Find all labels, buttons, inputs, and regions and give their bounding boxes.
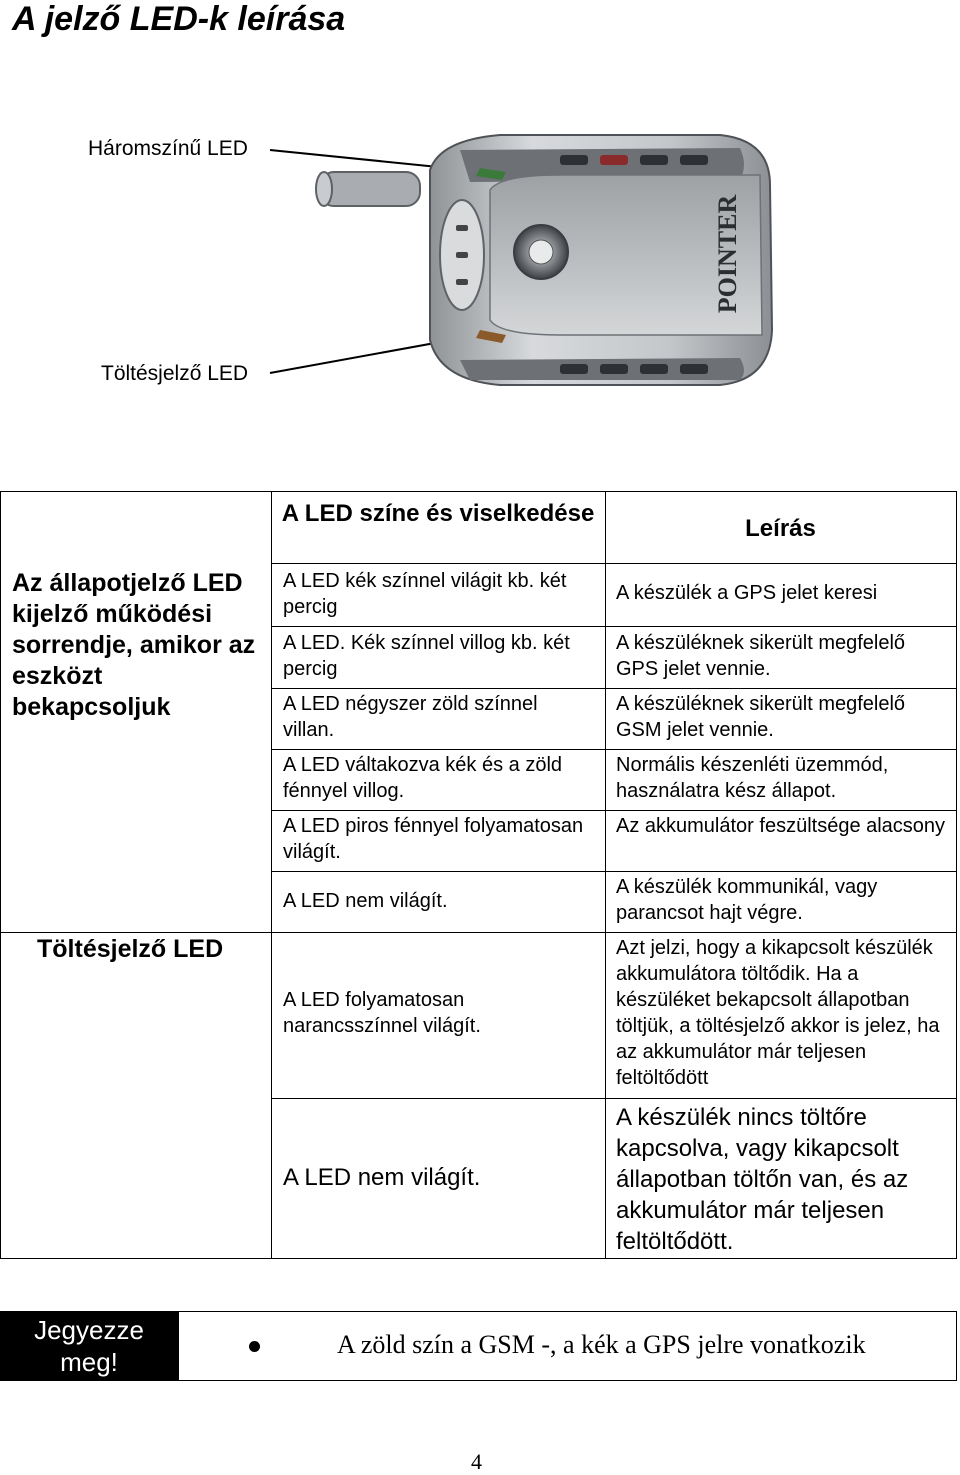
- behavior-row-7: A LED folyamatosan narancsszínnel világít.: [283, 989, 481, 1037]
- note-box: [178, 1311, 957, 1381]
- page-number: 4: [471, 1449, 482, 1474]
- description-row-3: A készüléknek sikerült megfelelő GSM jelet vennie.: [616, 693, 906, 741]
- description-row-4: Normális készenléti üzemmód, használatra kész állapot.: [616, 754, 889, 802]
- led-table: [0, 491, 957, 1259]
- description-row-1: A készülék a GPS jelet keresi: [616, 582, 878, 604]
- behavior-row-3: A LED négyszer zöld színnel villan.: [283, 693, 538, 741]
- note-text: A zöld szín a GSM -, a kék a GPS jelre vonatkozik: [337, 1330, 866, 1359]
- tricolor-led-callout: Háromszínű LED: [88, 137, 248, 160]
- description-row-8: A készülék nincs töltőre kapcsolva, vagy kikapcsolt állapotban töltőn van, és az akkumulátor már teljesen feltöltődött.: [616, 1104, 909, 1255]
- note-label: Jegyezze meg!: [0, 1311, 178, 1381]
- header-description: Leírás: [745, 515, 816, 542]
- behavior-row-2: A LED. Kék színnel villog kb. két percig: [283, 632, 570, 680]
- device-brand: POINTER: [713, 194, 742, 314]
- gps-device-image: [0, 0, 960, 480]
- description-row-6: A készülék kommunikál, vagy parancsot hajt végre.: [616, 876, 878, 924]
- page-title: A jelző LED-k leírása: [12, 0, 346, 38]
- left-charge-label: Töltésjelző LED: [37, 935, 224, 963]
- description-row-2: A készüléknek sikerült megfelelő GPS jelet vennie.: [616, 632, 906, 680]
- left-status-label: Az állapotjelző LED kijelző működési sorrendje, amikor az eszközt bekapcsoljuk: [12, 569, 256, 721]
- charge-led-callout: Töltésjelző LED: [101, 362, 249, 385]
- bullet-icon: [249, 1341, 260, 1352]
- behavior-row-5: A LED piros fénnyel folyamatosan világít.: [283, 815, 584, 863]
- behavior-row-1: A LED kék színnel világit kb. két percig: [283, 570, 567, 618]
- description-row-5: Az akkumulátor feszültsége alacsony: [616, 815, 946, 837]
- behavior-row-8: A LED nem világít.: [283, 1164, 481, 1191]
- description-row-7: Azt jelzi, hogy a kikapcsolt készülék akkumulátora töltődik. Ha a készüléket bekapcsolt állapotban töltjük, a töltésjelző akkor is jelez, ha az akkumulátor már teljesen feltöltődött: [616, 937, 940, 1089]
- header-behavior: A LED színe és viselkedése: [281, 500, 595, 527]
- behavior-row-4: A LED váltakozva kék és a zöld fénnyel villog.: [283, 754, 563, 802]
- behavior-row-6: A LED nem világít.: [283, 890, 448, 912]
